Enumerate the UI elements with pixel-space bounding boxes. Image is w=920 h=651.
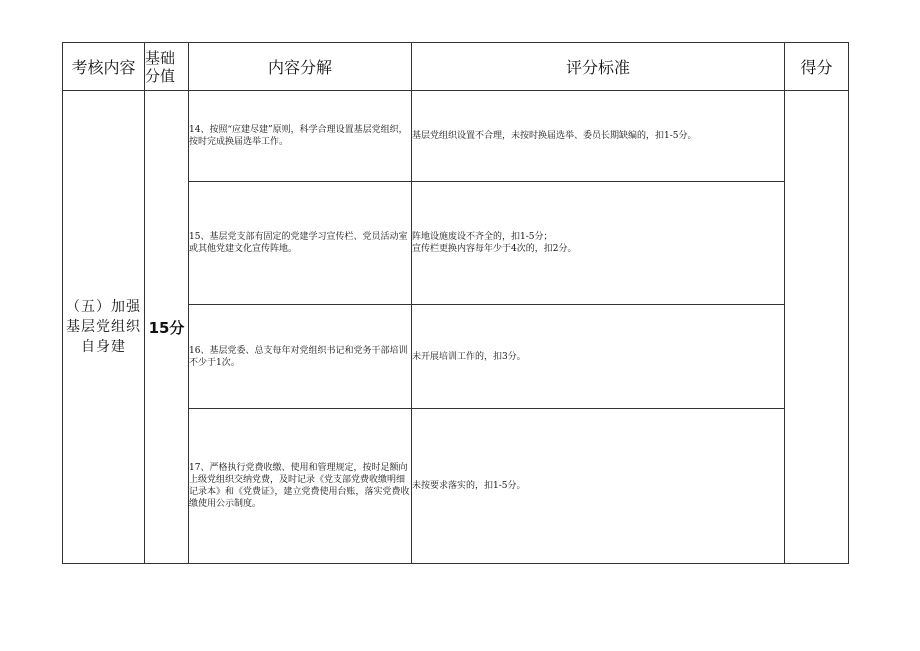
standard-line: 基层党组织设置不合理，未按时换届选举、委员长期缺编的，扣1-5分。 [412,131,697,141]
standard-line: 未开展培训工作的，扣3分。 [412,351,526,362]
header-base-line1: 基础 [145,48,176,67]
item-cell: 15、基层党支部有固定的党建学习宣传栏、党员活动室或其他党建文化宣传阵地。 [189,182,412,305]
standard-line: 宣传栏更换内容每年少于4次的，扣2分。 [412,244,577,254]
standard-line: 未按要求落实的，扣1-5分。 [412,481,526,491]
header-breakdown: 内容分解 [189,43,412,91]
header-category: 考核内容 [63,43,145,91]
category-line3: 自身建 [81,339,126,355]
header-score: 得分 [785,43,849,91]
standard-cell [412,182,785,305]
header-base-score [145,43,189,91]
item-cell: 16、基层党委、总支每年对党组织书记和党务干部培训不少于1次。 [189,305,412,409]
score-cell[interactable] [785,91,849,564]
standard-cell [412,305,785,409]
category-cell [63,91,145,564]
category-line1: （五）加强 [66,299,141,315]
table-row [63,91,849,182]
standard-line: 阵地设施废设不齐全的，扣1-5分； [412,232,553,242]
assessment-table [62,42,849,564]
item-cell: 14、按照“应建尽建”原则，科学合理设置基层党组织，按时完成换届选举工作。 [189,91,412,182]
header-base-line2: 分值 [145,66,176,85]
table-header-row [63,43,849,91]
item-cell: 17、严格执行党费收缴、使用和管理规定，按时足额向上级党组织交纳党费，及时记录《党支部党费收缴明细记录本》和《党费证》，建立党费使用台账，落实党费收缴使用公示制度。 [189,409,412,564]
base-score-cell: 15分 [145,91,189,564]
standard-cell [412,91,785,182]
category-line2: 基层党组织 [66,319,141,335]
header-standard: 评分标准 [412,43,785,91]
standard-cell [412,409,785,564]
